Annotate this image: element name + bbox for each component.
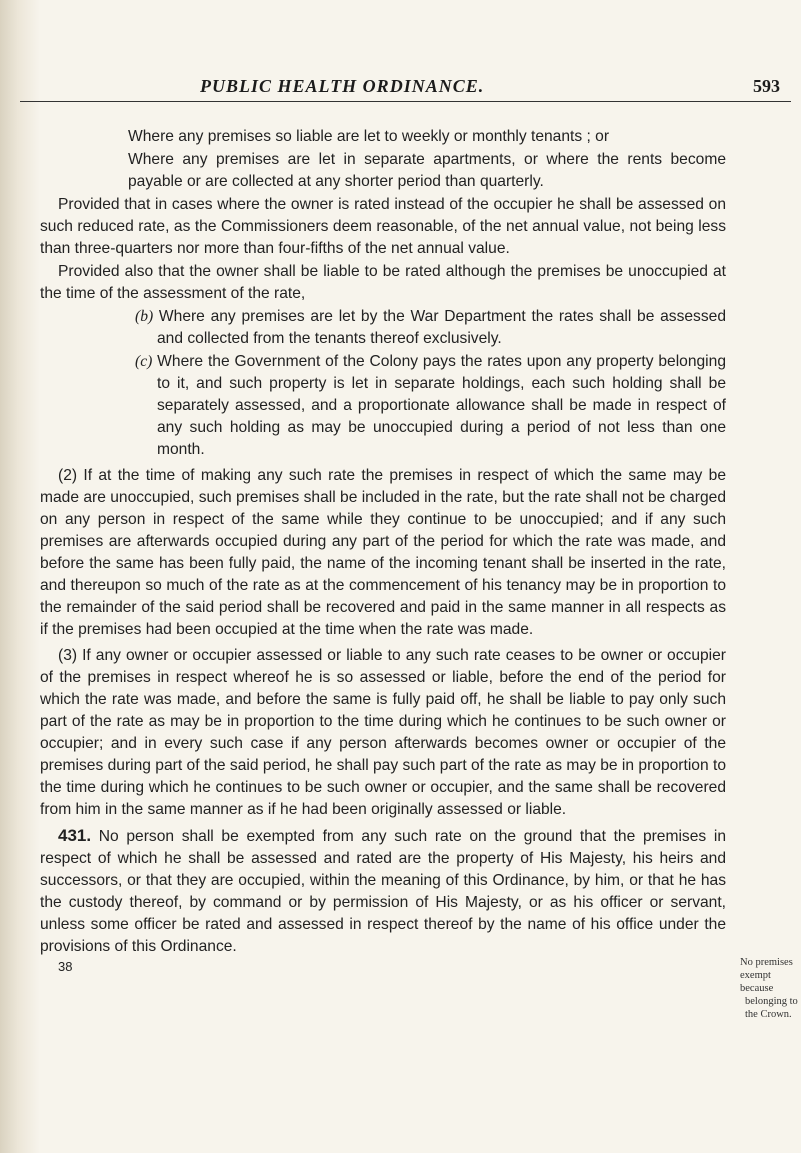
subsection-2: (2) If at the time of making any such rate the premises in respect of which the same may be made are unoccupied, such premises shall be included in the rate, but the rate shall not be charged on any person in respect of the same while they continue to be unoccupied; and if any such premises are afterwards occupied during any part of the period for which the rate was made, and before the same has been fully paid, the name of the incoming tenant shall be inserted in the rate, and thereupon so much of the rate as at the commencement of his tenancy may be in proportion to the remainder of the said period shall be recovered and paid in the same manner in all respects as if the premises had been occupied at the time when the rate was made. xyxy=(40,467,726,638)
marginal-note-line: belonging to xyxy=(745,996,798,1007)
page-number: 593 xyxy=(753,76,780,96)
clause-c-letter: (c) xyxy=(135,353,153,370)
ordinance-body xyxy=(40,126,726,975)
header-divider xyxy=(20,101,791,102)
subsection-3: (3) If any owner or occupier assessed or liable to any such rate ceases to be owner or occupier of the premises in respect whereof he is so assessed or liable, before the end of the period for which the rate was made, and before the same is fully paid off, he shall be liable to pay only such part of the rate as may be in proportion to the time during which he continues to be such owner or occupier; and in every such case if any person afterwards becomes owner or occupier of the premises during part of the said period, he shall pay such part of the rate as may be in proportion to the time during which he continues to be such owner or occupier, and the same shall be recovered from him in the same manner as if he had been originally assessed or liable. xyxy=(40,647,726,818)
clause-b xyxy=(40,306,726,350)
marginal-note-line: exempt because xyxy=(740,970,774,994)
paragraph-weekly-tenants: Where any premises so liable are let to weekly or monthly tenants ; or xyxy=(128,128,610,145)
clause-c-text: Where the Government of the Colony pays the rates upon any property belonging to it, and such property is let in separate holdings, each such holding shall be separately assessed, and a proportionate allowance shall be made in respect of any such holding as may be unoccupied during a period of not less than one month. xyxy=(157,353,726,458)
page-binding-edge xyxy=(0,0,40,1153)
section-number: 431. xyxy=(58,826,92,845)
page-title: PUBLIC HEALTH ORDINANCE. xyxy=(200,76,485,96)
section-431-text: No person shall be exempted from any such rate on the ground that the premises in respect of which he shall be assessed and rated are the property of His Majesty, his heirs and successors, or that they are occupied, within the meaning of this Ordinance, by him, or that he has the custody thereof, by command or by permission of His Majesty, or as his officer or servant, unless some officer be rated and assessed in respect thereof by the name of his office under the provisions of this Ordinance. xyxy=(40,828,726,955)
clause-b-text: Where any premises are let by the War Department the rates shall be assessed and collected from the tenants thereof exclusively. xyxy=(157,308,726,347)
running-header xyxy=(200,76,786,97)
paragraph-proviso-owner-rated: Provided that in cases where the owner is rated instead of the occupier he shall be assessed on such reduced rate, as the Commissioners deem reasonable, of the net annual value, not being less than three-quarters nor more than four-fifths of the net annual value. xyxy=(40,196,726,257)
marginal-note-line: the Crown. xyxy=(745,1009,792,1020)
clause-c xyxy=(40,351,726,461)
signature-mark: 38 xyxy=(58,959,73,974)
clause-b-letter: (b) xyxy=(135,308,154,325)
marginal-note-line: No premises xyxy=(740,957,793,968)
paragraph-separate-apartments: Where any premises are let in separate apartments, or where the rents become payable or are collected at any shorter period than quarterly. xyxy=(128,151,726,190)
paragraph-proviso-unoccupied: Provided also that the owner shall be liable to be rated although the premises be unoccupied at the time of the assessment of the rate, xyxy=(40,263,726,302)
marginal-note xyxy=(740,956,798,1021)
section-431 xyxy=(40,825,726,958)
